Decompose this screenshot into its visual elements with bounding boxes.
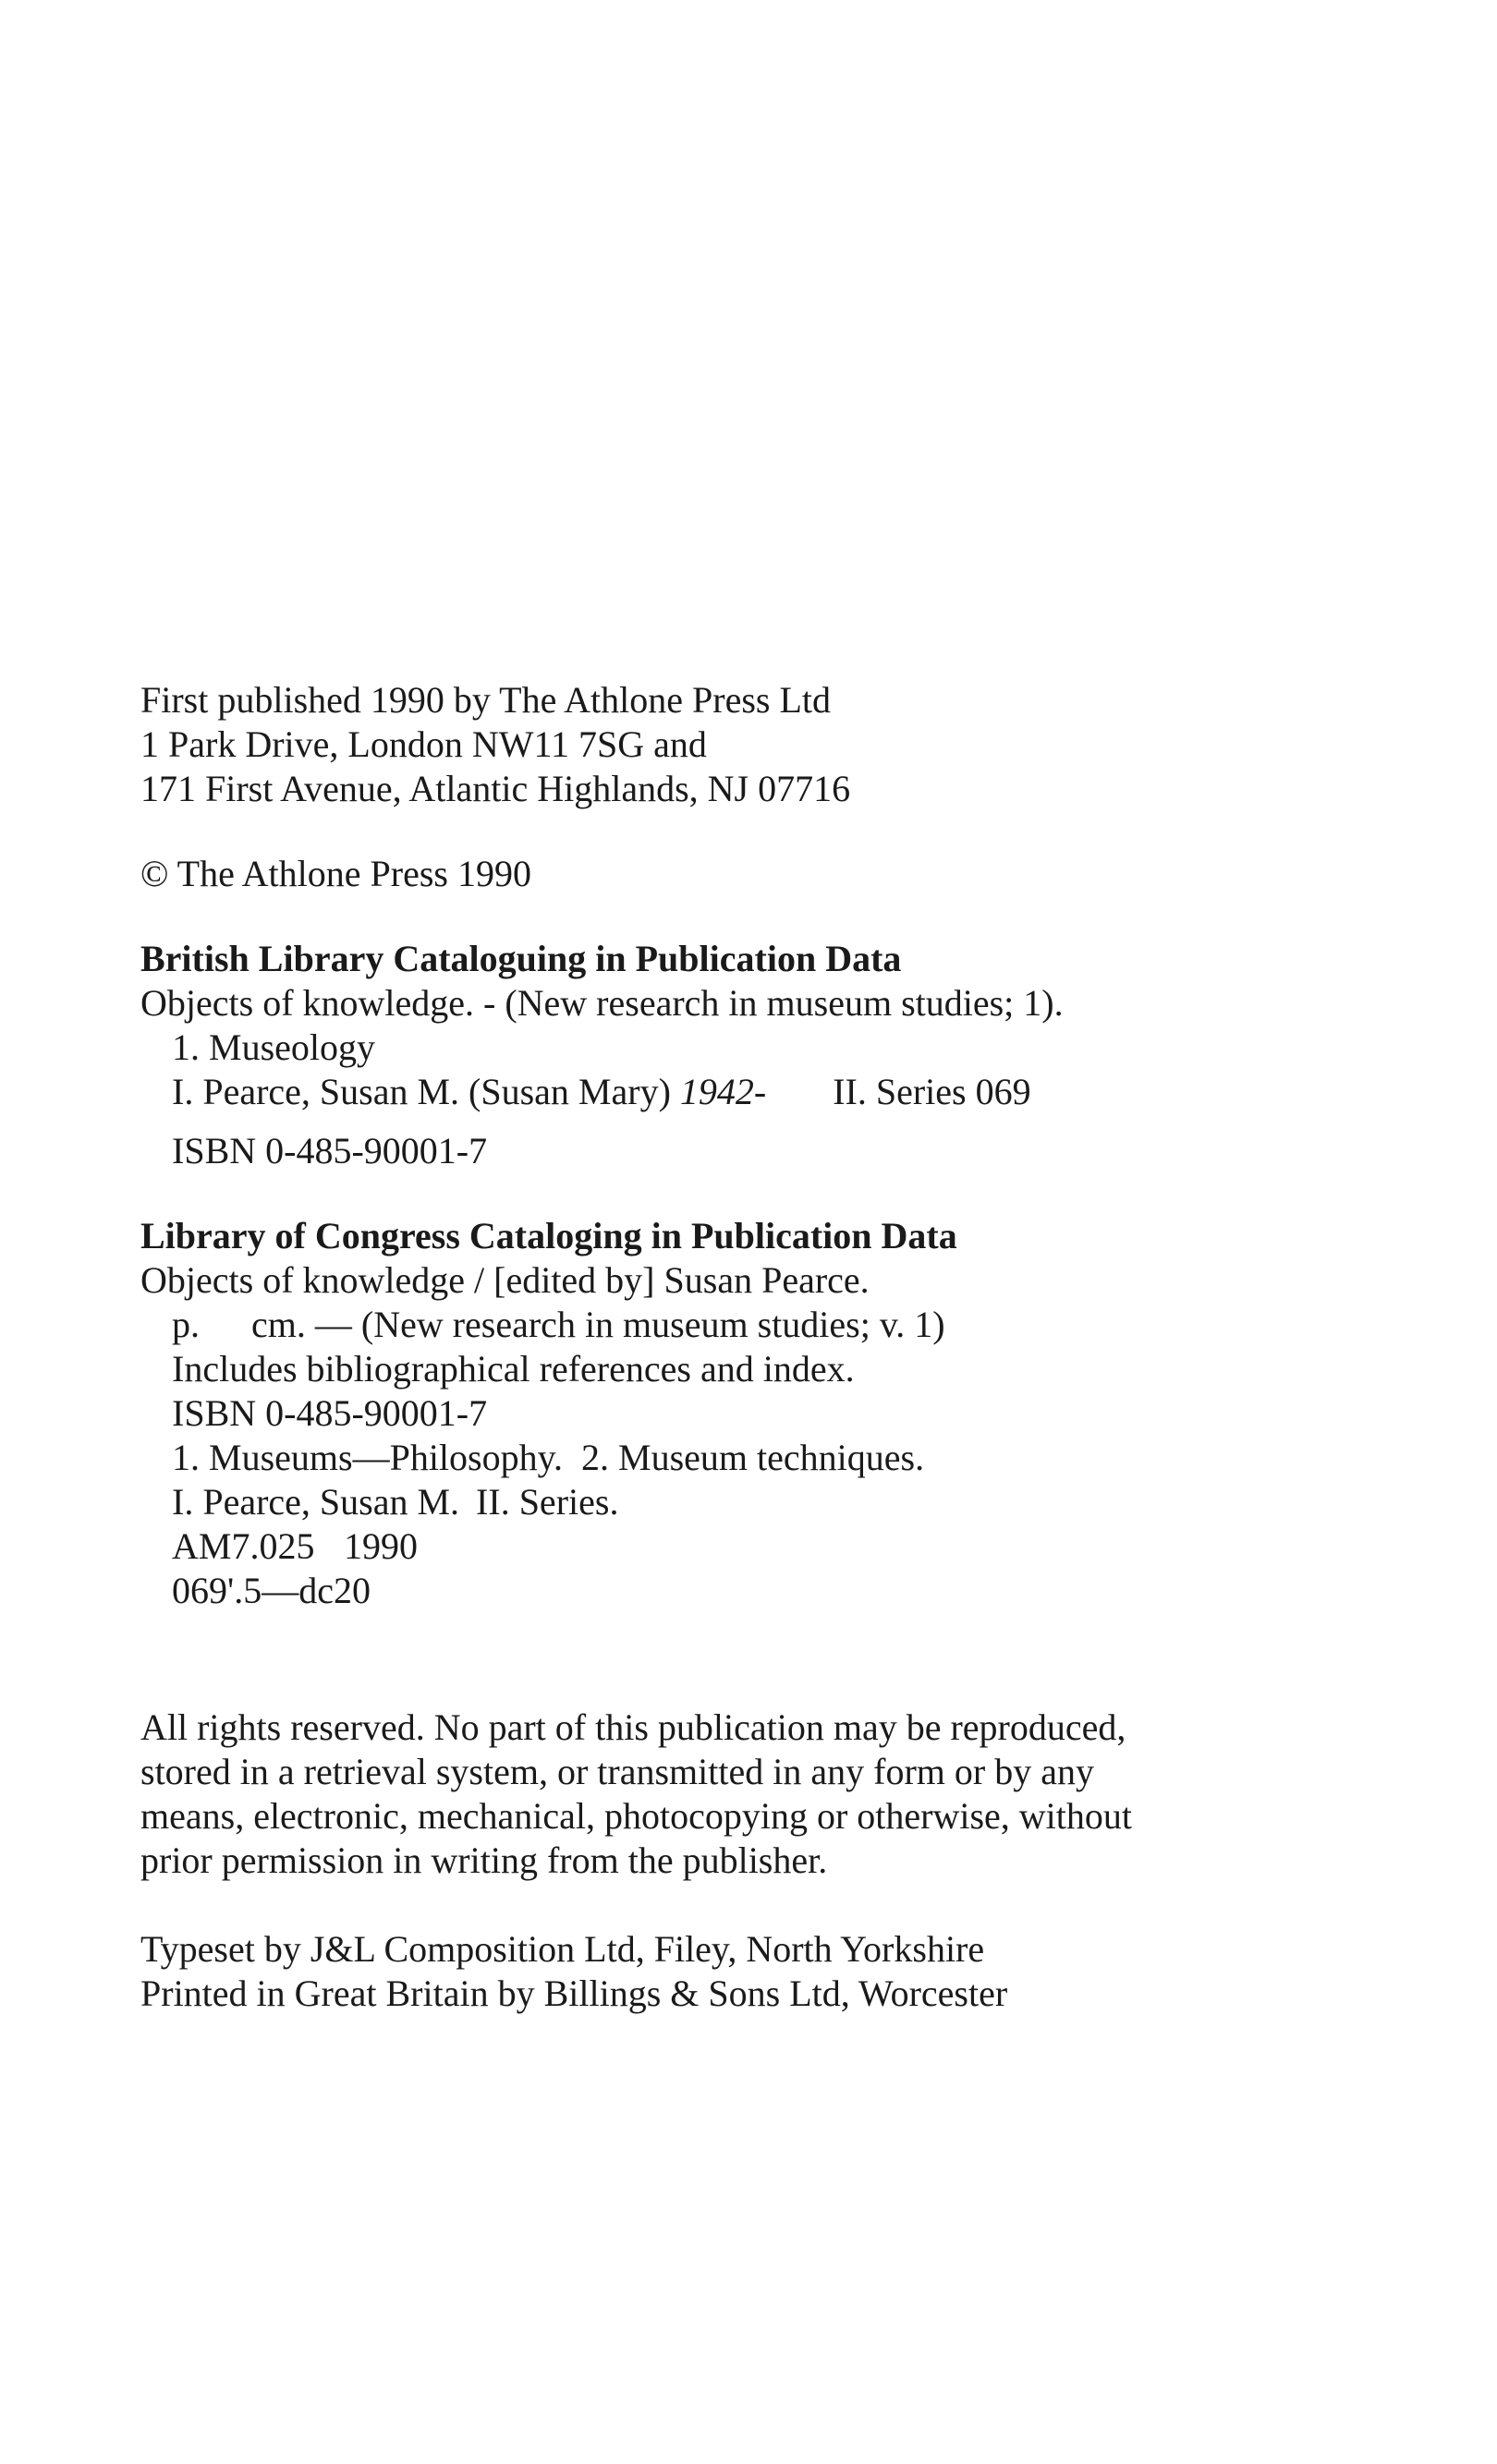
imprint-block	[140, 678, 1360, 811]
british-library-editor-year: 1942-	[679, 1071, 767, 1112]
printer-credit: Printed in Great Britain by Billings & Sons Ltd, Worcester	[140, 1972, 1008, 2014]
loc-isbn: ISBN 0-485-90001-7	[172, 1392, 488, 1434]
loc-title: Objects of knowledge / [edited by] Susan Pearce.	[140, 1259, 870, 1301]
british-library-series: II. Series 069	[833, 1071, 1031, 1112]
loc-physical-line	[140, 1303, 1360, 1347]
rights-line: stored in a retrieval system, or transmitted in any form or by any	[140, 1751, 1094, 1792]
british-library-editor-line	[140, 1070, 1360, 1114]
loc-series-statement: cm. — (New research in museum studies; v. 1)	[251, 1304, 945, 1345]
loc-call-year: 1990	[344, 1525, 418, 1567]
british-library-editor: I. Pearce, Susan M. (Susan Mary)	[172, 1071, 680, 1112]
loc-heading: Library of Congress Cataloging in Publication Data	[140, 1215, 957, 1256]
british-library-cip	[140, 937, 1360, 1173]
british-library-isbn: ISBN 0-485-90001-7	[172, 1130, 488, 1171]
loc-call-number: AM7.025	[172, 1525, 315, 1567]
loc-subjects: 1. Museums—Philosophy. 2. Museum techniques.	[172, 1437, 925, 1478]
loc-editor: I. Pearce, Susan M.	[172, 1481, 460, 1523]
copyright-line: © The Athlone Press 1990	[140, 853, 531, 894]
loc-editor-line	[140, 1480, 1360, 1524]
loc-series: II. Series.	[476, 1481, 619, 1523]
loc-call-line	[140, 1524, 1360, 1569]
library-of-congress-cip	[140, 1214, 1360, 1613]
rights-line: prior permission in writing from the publisher.	[140, 1839, 828, 1881]
imprint-line: 1 Park Drive, London NW11 7SG and	[140, 723, 707, 765]
copyright-notice	[140, 852, 1360, 896]
copyright-page	[140, 678, 1360, 2016]
imprint-line: 171 First Avenue, Atlantic Highlands, NJ 07716	[140, 768, 851, 809]
typeset-credit: Typeset by J&L Composition Ltd, Filey, North Yorkshire	[140, 1928, 985, 1970]
british-library-subject: 1. Museology	[172, 1026, 375, 1068]
british-library-title: Objects of knowledge. - (New research in museum studies; 1).	[140, 982, 1064, 1024]
rights-line: means, electronic, mechanical, photocopying or otherwise, without	[140, 1795, 1133, 1837]
rights-statement	[140, 1705, 1360, 1883]
loc-pages: p.	[172, 1304, 200, 1345]
production-credits	[140, 1927, 1360, 2016]
british-library-heading: British Library Cataloguing in Publication Data	[140, 938, 902, 979]
imprint-line: First published 1990 by The Athlone Press Ltd	[140, 679, 832, 721]
loc-dewey: 069'.5—dc20	[172, 1570, 371, 1611]
loc-bibliography: Includes bibliographical references and index.	[172, 1348, 855, 1390]
rights-line: All rights reserved. No part of this publication may be reproduced,	[140, 1706, 1126, 1748]
